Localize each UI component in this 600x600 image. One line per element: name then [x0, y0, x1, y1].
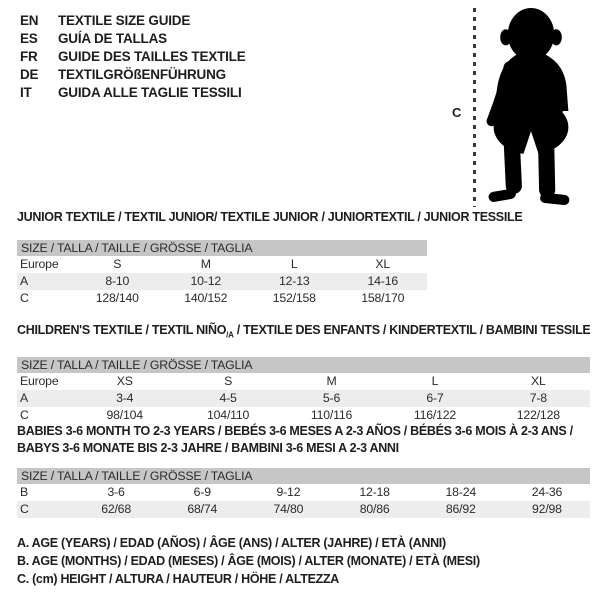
height-cell: 140/152 — [184, 291, 228, 305]
table-title: JUNIOR TEXTILE / TEXTIL JUNIOR/ TEXTILE JUNIOR / JUNIORTEXTIL / JUNIOR TESSILE — [17, 210, 523, 224]
toddler-silhouette-icon — [479, 4, 583, 206]
babies-size-table — [17, 423, 590, 518]
language-label: GUIDE DES TAILLES TEXTILE — [58, 49, 246, 64]
table-title — [17, 324, 590, 342]
children-size-table — [17, 324, 590, 424]
age-cell: 5-6 — [322, 390, 341, 405]
height-cell: 158/170 — [361, 291, 405, 305]
note-age-years: A. AGE (YEARS) / EDAD (AÑOS) / ÂGE (ANS) / ALTER (JAHRE) / ETÀ (ANNI) — [17, 536, 446, 550]
language-row-de — [20, 66, 246, 84]
row-label: Europe — [20, 257, 59, 271]
age-cell: 6-7 — [426, 390, 444, 405]
table-row — [17, 390, 590, 407]
row-label: C — [20, 407, 29, 422]
language-row-es — [20, 30, 246, 48]
language-label: GUÍA DE TALLAS — [58, 31, 167, 46]
height-measure-label: C — [452, 105, 462, 120]
size-cell: XL — [375, 257, 391, 271]
height-cell: 86/92 — [445, 502, 476, 516]
table-title-subscript: /A — [226, 330, 234, 340]
legend-notes — [17, 534, 480, 588]
size-cell: S — [113, 257, 122, 271]
age-cell: 24-36 — [531, 485, 563, 499]
row-label: C — [20, 502, 29, 516]
note-height-cm: C. (cm) HEIGHT / ALTURA / HAUTEUR / HÖHE / ALTEZZA — [17, 572, 340, 586]
age-cell: 6-9 — [193, 485, 211, 499]
height-cell: 80/86 — [359, 502, 390, 516]
language-row-fr — [20, 48, 246, 66]
size-cell: M — [200, 257, 211, 271]
size-cell: M — [326, 373, 337, 388]
age-cell: 9-12 — [276, 485, 301, 499]
row-label: Europe — [20, 373, 59, 388]
size-cell: S — [224, 373, 233, 388]
height-cell: 104/110 — [207, 407, 250, 422]
table-row — [17, 290, 427, 307]
height-cell: 152/158 — [272, 291, 316, 305]
junior-size-table — [17, 210, 523, 307]
language-label: TEXTILGRÖßENFÜHRUNG — [58, 67, 226, 82]
height-cell: 98/104 — [106, 407, 143, 422]
table-row — [17, 256, 427, 273]
table-title — [17, 423, 590, 457]
row-label: A — [20, 390, 29, 405]
height-cell: 62/68 — [101, 502, 131, 516]
size-cell: XS — [116, 373, 133, 388]
language-code: ES — [20, 31, 38, 46]
height-cell: 128/140 — [95, 291, 139, 305]
table-title-line2: BABYS 3-6 MONATE BIS 2-3 JAHRE / BAMBINI 3-6 MESI A 2-3 ANNI — [17, 441, 399, 455]
age-cell: 18-24 — [445, 485, 476, 499]
language-label: TEXTILE SIZE GUIDE — [58, 13, 191, 28]
row-label: A — [20, 274, 29, 288]
age-cell: 4-5 — [219, 390, 237, 405]
size-cell: L — [290, 257, 298, 271]
table-row — [17, 484, 590, 501]
table-row — [17, 373, 590, 390]
age-cell: 8-10 — [105, 274, 130, 288]
height-cell: 116/122 — [413, 407, 456, 422]
language-code: DE — [20, 67, 39, 82]
height-cell: 68/74 — [187, 502, 218, 516]
age-cell: 3-4 — [116, 390, 134, 405]
table-title-text: CHILDREN'S TEXTILE / TEXTIL NIÑO — [17, 323, 227, 337]
language-code: FR — [20, 49, 38, 64]
height-measure-dashed-line — [473, 8, 476, 207]
language-code: EN — [20, 13, 39, 28]
height-cell: 122/128 — [516, 407, 560, 422]
size-header-bar: SIZE / TALLA / TAILLE / GRÖSSE / TAGLIA — [17, 357, 590, 373]
age-cell: 10-12 — [190, 274, 221, 288]
age-cell: 12-13 — [279, 274, 310, 288]
age-cell: 14-16 — [367, 274, 398, 288]
table-row — [17, 501, 590, 518]
language-label: GUIDA ALLE TAGLIE TESSILI — [58, 85, 242, 100]
table-row — [17, 273, 427, 290]
age-cell: 12-18 — [359, 485, 390, 499]
note-age-months: B. AGE (MONTHS) / EDAD (MESES) / ÂGE (MOIS) / ALTER (MONATE) / ETÀ (MESI) — [17, 554, 480, 568]
language-list — [20, 12, 246, 102]
row-label: C — [20, 291, 29, 305]
table-row — [17, 407, 590, 424]
age-cell: 7-8 — [529, 390, 547, 405]
row-label: B — [20, 485, 29, 499]
table-title-text: / TEXTILE DES ENFANTS / KINDERTEXTIL / BAMBINI TESSILE — [233, 323, 591, 337]
age-cell: 3-6 — [107, 485, 125, 499]
height-cell: 110/116 — [310, 407, 353, 422]
language-row-it — [20, 84, 246, 102]
size-cell: L — [431, 373, 439, 388]
language-code: IT — [20, 85, 32, 100]
size-header-bar: SIZE / TALLA / TAILLE / GRÖSSE / TAGLIA — [17, 240, 427, 256]
size-cell: XL — [531, 373, 546, 388]
height-cell: 74/80 — [273, 502, 304, 516]
table-title-line1: BABIES 3-6 MONTH TO 2-3 YEARS / BEBÉS 3-6 MESES A 2-3 AÑOS / BÉBÉS 3-6 MOIS À 2-3 ANS / — [17, 424, 573, 438]
height-cell: 92/98 — [532, 502, 562, 516]
language-row-en — [20, 12, 246, 30]
size-header-bar: SIZE / TALLA / TAILLE / GRÖSSE / TAGLIA — [17, 468, 590, 484]
